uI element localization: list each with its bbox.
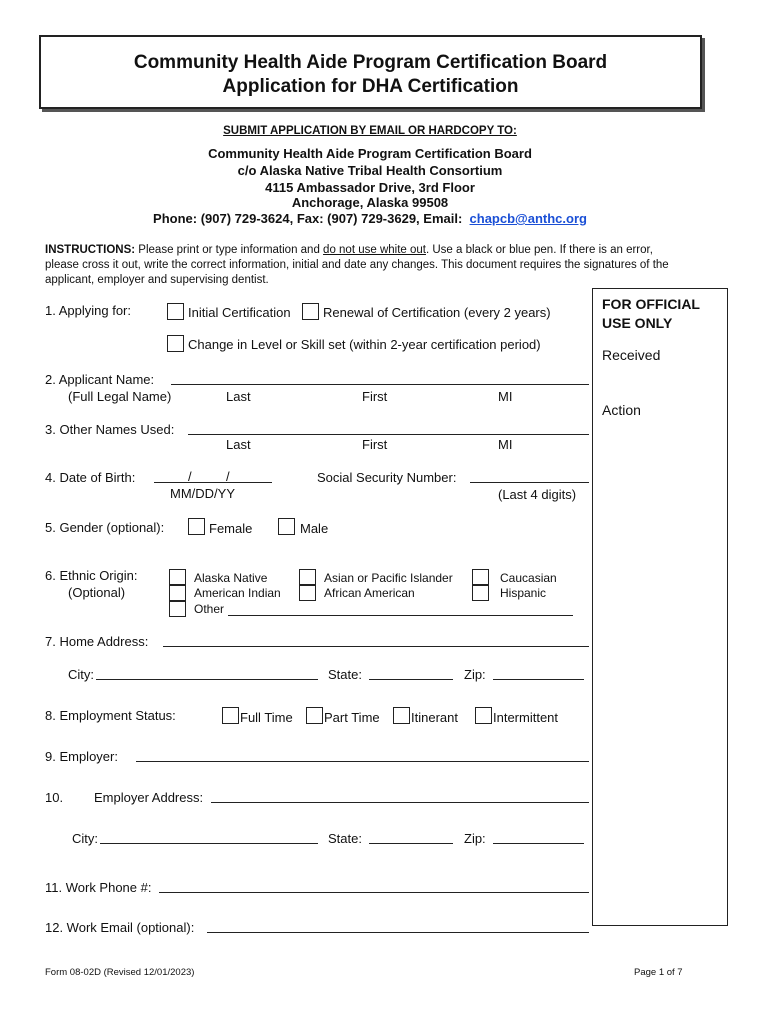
q10-label: Employer Address: [94, 790, 204, 805]
dob-format: MM/DD/YY [170, 486, 235, 501]
employer-field[interactable] [136, 761, 589, 762]
q2-first-caption: First [362, 389, 388, 404]
work-phone-field[interactable] [159, 892, 589, 893]
initial-certification-label: Initial Certification [188, 305, 291, 320]
other-checkbox[interactable] [169, 601, 186, 617]
home-state-label: State: [328, 667, 362, 682]
caucasian-checkbox[interactable] [472, 569, 489, 585]
caucasian-label: Caucasian [500, 571, 557, 585]
hispanic-label: Hispanic [500, 586, 547, 600]
other-label: Other [194, 602, 225, 616]
q6-sublabel: (Optional) [68, 585, 126, 600]
full-time-label: Full Time [240, 710, 293, 725]
q4-label: 4. Date of Birth: [45, 470, 136, 485]
asian-pacific-label: Asian or Pacific Islander [324, 571, 453, 585]
female-checkbox[interactable] [188, 518, 205, 535]
q2-label: 2. Applicant Name: [45, 372, 155, 387]
change-level-checkbox[interactable] [167, 335, 184, 352]
form-subtitle: Application for DHA Certification [222, 76, 519, 97]
submit-city: Anchorage, Alaska 99508 [291, 195, 449, 210]
other-ethnicity-field[interactable] [228, 615, 573, 616]
q6-label: 6. Ethnic Origin: [45, 568, 138, 583]
male-label: Male [300, 521, 329, 536]
itinerant-label: Itinerant [411, 710, 458, 725]
ssn-field[interactable] [470, 482, 589, 483]
home-city-field[interactable] [96, 679, 318, 680]
contact-phone-fax: Phone: (907) 729-3624, Fax: (907) 729-3629, Email: [153, 211, 463, 226]
q1-label: 1. Applying for: [45, 303, 131, 318]
ssn-label: Social Security Number: [317, 470, 457, 485]
submit-care-of: c/o Alaska Native Tribal Health Consortium [237, 163, 503, 178]
q11-label: 11. Work Phone #: [45, 880, 152, 895]
work-email-field[interactable] [207, 932, 589, 933]
change-level-label: Change in Level or Skill set (within 2-year certification period) [188, 337, 541, 352]
q8-label: 8. Employment Status: [45, 708, 176, 723]
dob-slash-1: / [188, 469, 192, 484]
submit-header: SUBMIT APPLICATION BY EMAIL OR HARDCOPY TO: [223, 125, 517, 137]
email-link[interactable]: chapcb@anthc.org [469, 211, 587, 226]
q10-number: 10. [45, 790, 64, 805]
instructions-text-2: . Use a black or blue pen. If there is an error, please cross it out, write the correct information, initial and date any changes. This document requires the signatures of the applicant, employer and supervising dentist. [45, 244, 669, 286]
q5-label: 5. Gender (optional): [45, 520, 165, 535]
home-city-label: City: [68, 667, 94, 682]
form-title-box [39, 35, 702, 109]
american-indian-label: American Indian [194, 586, 281, 600]
intermittent-checkbox[interactable] [475, 707, 492, 724]
q2-mi-caption: MI [498, 389, 513, 404]
official-action: Action [602, 402, 641, 418]
instructions-label: INSTRUCTIONS: [45, 244, 136, 256]
dob-field[interactable] [154, 482, 272, 483]
home-zip-field[interactable] [493, 679, 584, 680]
employer-state-label: State: [328, 831, 362, 846]
employer-address-field[interactable] [211, 802, 589, 803]
employer-city-label: City: [72, 831, 98, 846]
instructions-underlined: do not use white out [323, 244, 426, 256]
q7-label: 7. Home Address: [45, 634, 149, 649]
initial-certification-checkbox[interactable] [167, 303, 184, 320]
home-zip-label: Zip: [464, 667, 486, 682]
alaska-native-label: Alaska Native [194, 571, 268, 585]
q3-first-caption: First [362, 437, 388, 452]
full-time-checkbox[interactable] [222, 707, 239, 724]
submit-street: 4115 Ambassador Drive, 3rd Floor [265, 180, 475, 195]
applicant-name-field[interactable] [171, 384, 589, 385]
instructions [45, 243, 670, 288]
employer-city-field[interactable] [100, 843, 318, 844]
itinerant-checkbox[interactable] [393, 707, 410, 724]
dob-slash-2: / [226, 469, 230, 484]
instructions-text-1: Please print or type information and [138, 244, 320, 256]
american-indian-checkbox[interactable] [169, 585, 186, 601]
form-title: Community Health Aide Program Certification Board [133, 52, 608, 73]
asian-pacific-checkbox[interactable] [299, 569, 316, 585]
other-names-field[interactable] [188, 434, 589, 435]
q9-label: 9. Employer: [45, 749, 118, 764]
ssn-note: (Last 4 digits) [498, 487, 577, 502]
employer-zip-label: Zip: [464, 831, 486, 846]
q2-last-caption: Last [226, 389, 251, 404]
official-received: Received [602, 347, 661, 363]
page-number: Page 1 of 7 [634, 967, 683, 978]
part-time-checkbox[interactable] [306, 707, 323, 724]
renewal-checkbox[interactable] [302, 303, 319, 320]
employer-zip-field[interactable] [493, 843, 584, 844]
home-state-field[interactable] [369, 679, 453, 680]
hispanic-checkbox[interactable] [472, 585, 489, 601]
african-american-label: African American [324, 586, 415, 600]
submit-contact [0, 211, 740, 226]
alaska-native-checkbox[interactable] [169, 569, 186, 585]
intermittent-label: Intermittent [493, 710, 559, 725]
employer-state-field[interactable] [369, 843, 453, 844]
q3-last-caption: Last [226, 437, 251, 452]
submit-org: Community Health Aide Program Certification Board [208, 146, 532, 161]
official-use-title: FOR OFFICIAL USE ONLY [602, 296, 700, 331]
african-american-checkbox[interactable] [299, 585, 316, 601]
part-time-label: Part Time [324, 710, 380, 725]
female-label: Female [209, 521, 253, 536]
form-number: Form 08-02D (Revised 12/01/2023) [45, 967, 195, 978]
q12-label: 12. Work Email (optional): [45, 920, 195, 935]
official-use-box [592, 288, 728, 926]
renewal-label: Renewal of Certification (every 2 years) [323, 305, 551, 320]
home-address-field[interactable] [163, 646, 589, 647]
q2-sublabel: (Full Legal Name) [68, 389, 172, 404]
q3-label: 3. Other Names Used: [45, 422, 175, 437]
male-checkbox[interactable] [278, 518, 295, 535]
q3-mi-caption: MI [498, 437, 513, 452]
